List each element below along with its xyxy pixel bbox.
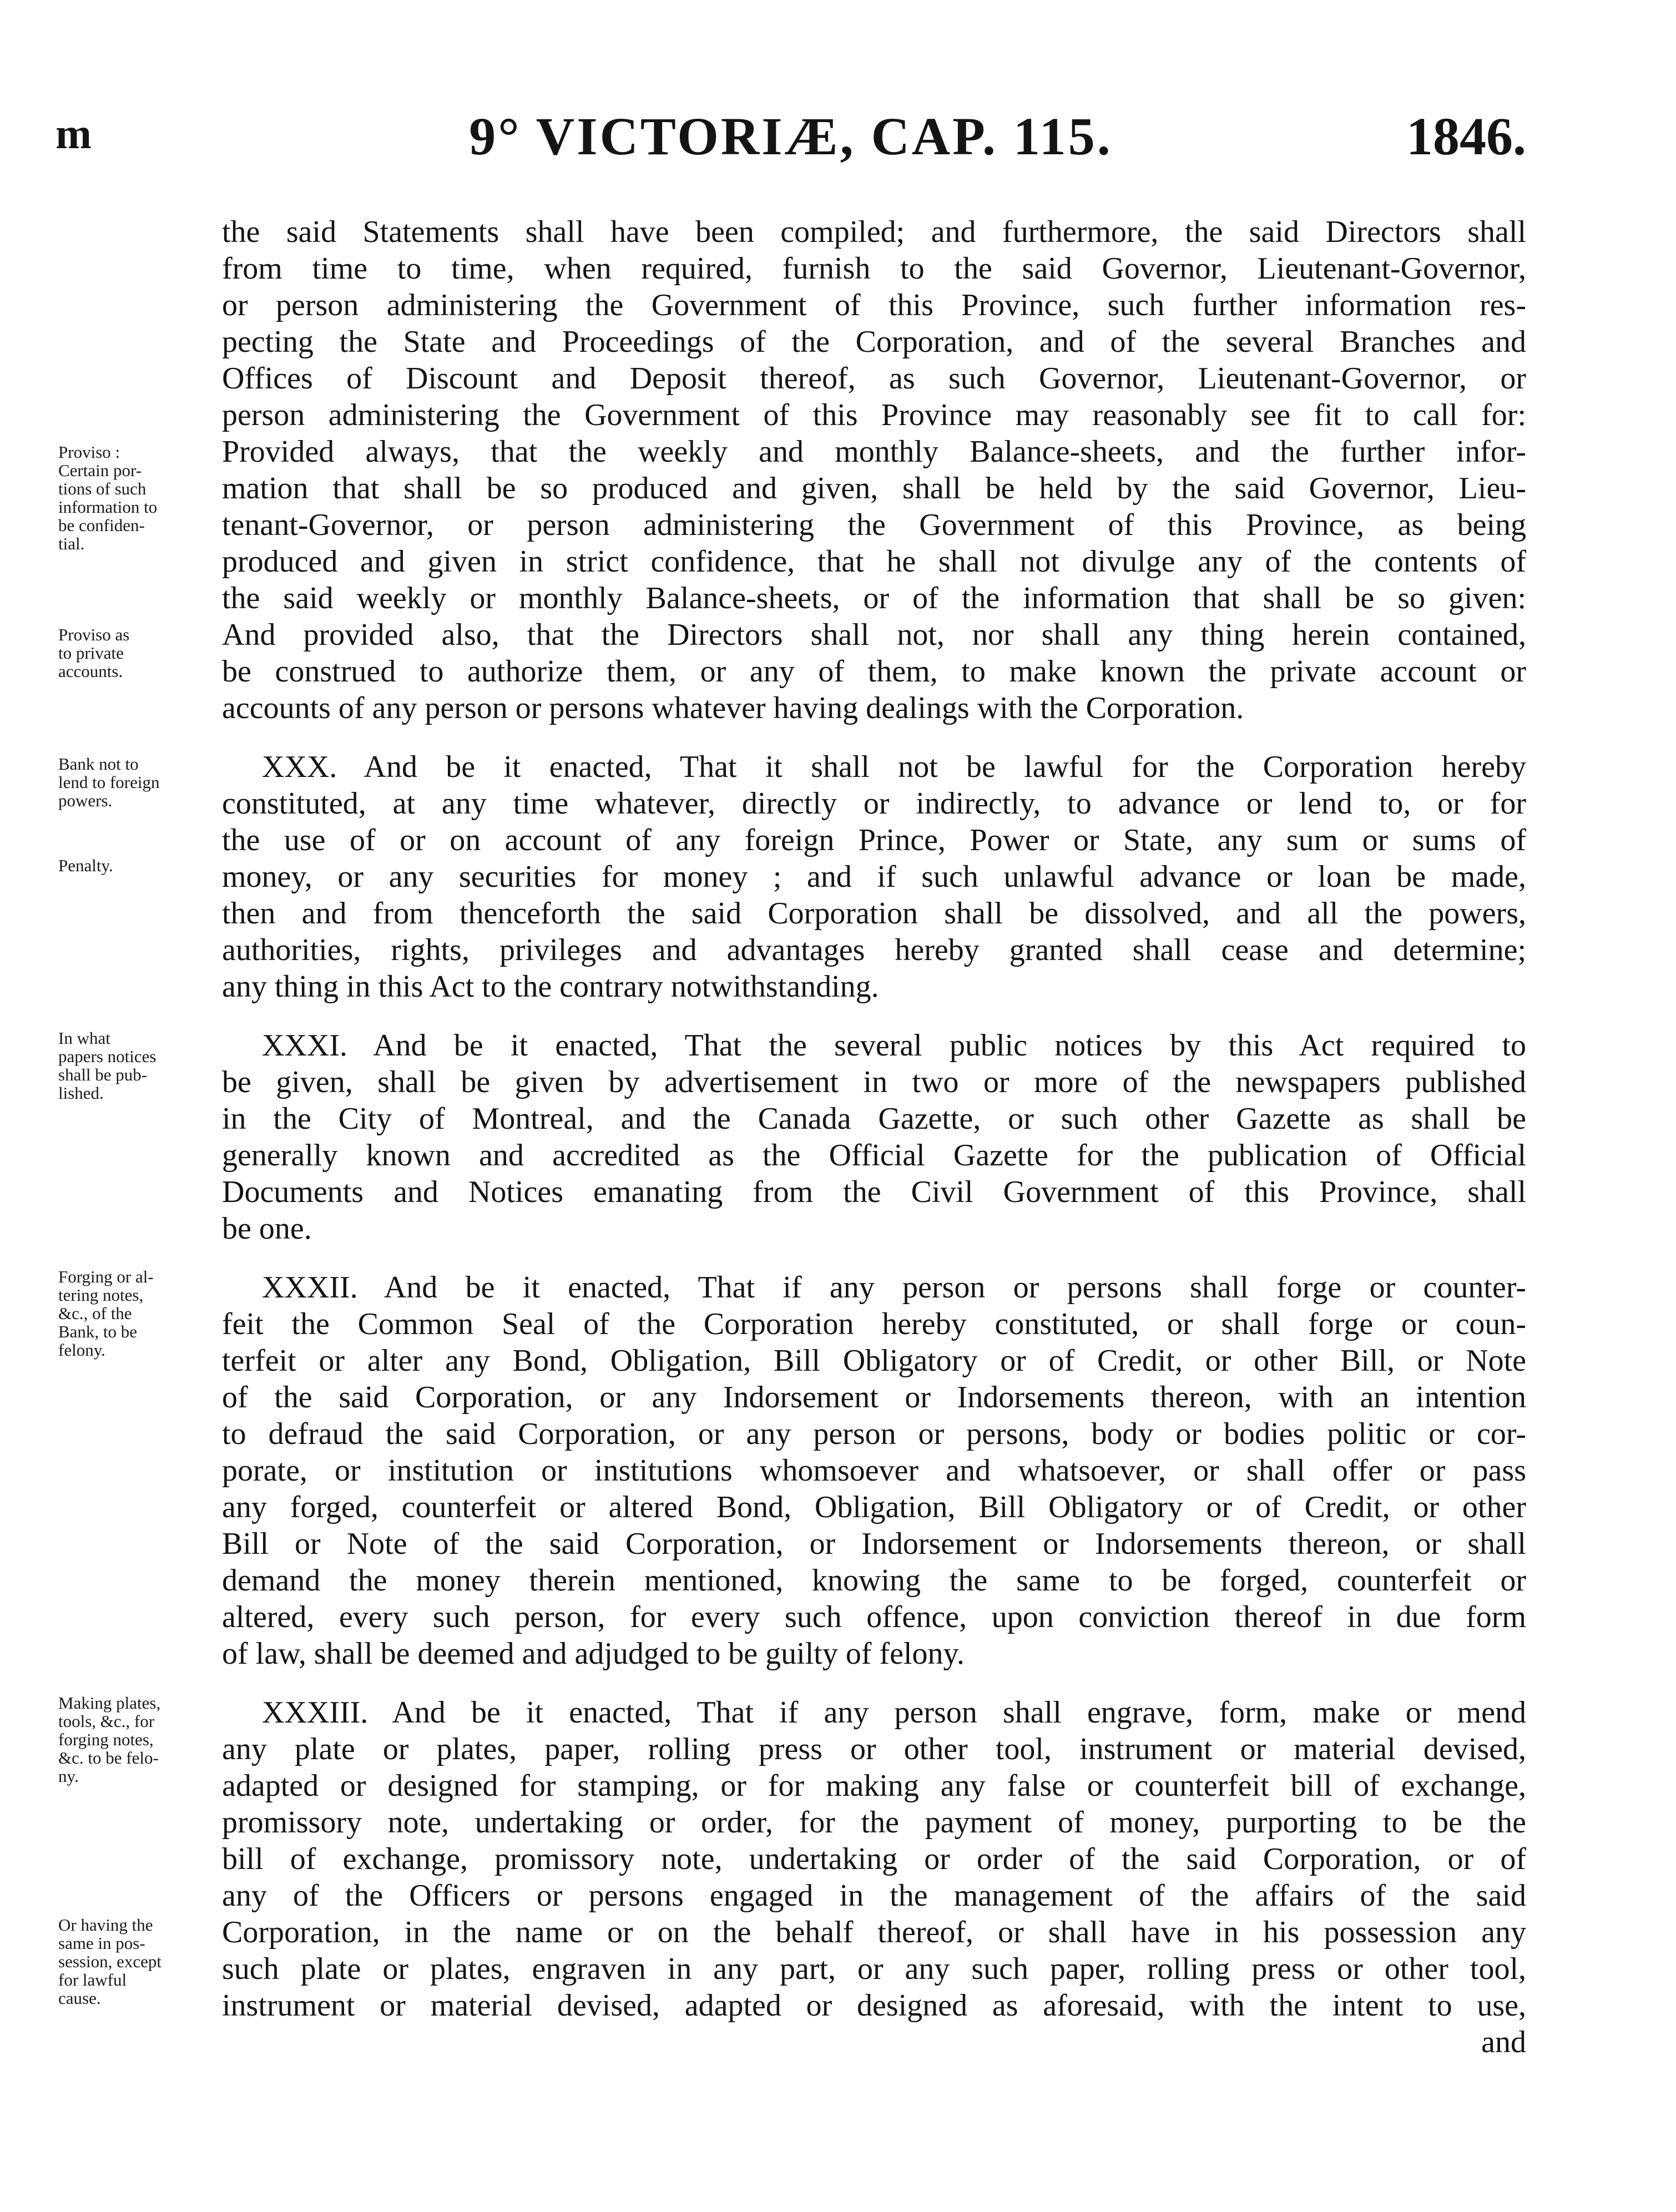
header-year: 1846. bbox=[1406, 107, 1526, 166]
margin-note-making-plates: Making plates, tools, &c., for forging notes, &c. to be felo- ny. bbox=[58, 1693, 161, 1786]
section-xxx: XXX. And be it enacted, That it shall not be lawful for the Corporation hereby constituted, at any time whatever, directly or indirectly, to advance or lend to, or for the use of or on account of any foreign Prince, Power or State, any sum or sums of money, or any securities for money ; and if such unlawful advance or loan be made, then and from thenceforth the said Corporation shall be dissolved, and all the powers, authorities, rights, privileges and advantages hereby granted shall cease and determine; any thing in this Act to the contrary notwithstanding. bbox=[222, 750, 1526, 1004]
catchword: and bbox=[1481, 2025, 1526, 2059]
margin-note-foreign-powers: Bank not to lend to foreign powers. bbox=[58, 754, 160, 810]
body-text bbox=[222, 214, 1526, 2061]
section-xxxi: XXXI. And be it enacted, That the several public notices by this Act required to be given, shall be given by advertisement in two or more of the newspapers published in the City of Montreal, and the Canada Gazette, or such other Gazette as shall be generally known and accredited as the Official Gazette for the publication of Official Documents and Notices emanating from the Civil Government of this Province, shall be one. bbox=[222, 1028, 1526, 1246]
section-xxxii: XXXII. And be it enacted, That if any person or persons shall forge or counter- feit the Common Seal of the Corporation hereby constituted, or shall forge or coun- terfeit or alter any Bond, Obligation, Bill Obligatory or of Credit, or other Bill, or Note of the said Corporation, or any Indorsement or Indorsements thereon, with an intention to defraud the said Corporation, or any person or persons, body or bodies politic or cor- porate, or institution or institutions whomsoever and whatsoever, or shall offer or pass any forged, counterfeit or altered Bond, Obligation, Bill Obligatory or of Credit, or other Bill or Note of the said Corporation, or Indorsement or Indorsements thereon, or shall demand the money therein mentioned, knowing the same to be forged, counterfeit or altered, every such person, for every such offence, upon conviction thereof in due form of law, shall be deemed and adjudged to be guilty of felony. bbox=[222, 1270, 1526, 1671]
paragraph-continuation: the said Statements shall have been compiled; and furthermore, the said Directors shall from time to time, when required, furnish to the said Governor, Lieutenant-Governor, or person administering the Government of this Province, such further information res- pecting the State and Proceedings of the Corporation, and of the several Branches and Offices of Discount and Deposit thereof, as such Governor, Lieutenant-Governor, or person administering the Government of this Province may reasonably see fit to call for: Provided always, that the weekly and monthly Balance-sheets, and the further infor- mation that shall be so produced and given, shall be held by the said Governor, Lieu- tenant-Governor, or person administering the Government of this Province, as being produced and given in strict confidence, that he shall not divulge any of the contents of the said weekly or monthly Balance-sheets, or of the information that shall be so given: And provided also, that the Directors shall not, nor shall any thing herein contained, be construed to authorize them, or any of them, to make known the private account or accounts of any person or persons whatever having dealings with the Corporation. bbox=[222, 215, 1526, 725]
margin-note-proviso-private-accounts: Proviso as to private accounts. bbox=[58, 625, 130, 681]
margin-note-proviso-confidential: Proviso : Certain por- tions of such information to be confiden- tial. bbox=[58, 442, 158, 553]
margin-note-public-notices: In what papers notices shall be pub- lished. bbox=[58, 1028, 157, 1103]
running-header bbox=[55, 105, 1526, 166]
margin-note-penalty: Penalty. bbox=[58, 856, 113, 875]
page-mark: m bbox=[55, 109, 93, 158]
section-xxxiii: XXXIII. And be it enacted, That if any person shall engrave, form, make or mend any plate or plates, paper, rolling press or other tool, instrument or material devised, adapted or designed for stamping, or for making any false or counterfeit bill of exchange, promissory note, undertaking or order, for the payment of money, purporting to be the bill of exchange, promissory note, undertaking or order of the said Corporation, or of any of the Officers or persons engaged in the management of the affairs of the said Corporation, in the name or on the behalf thereof, or shall have in his possession any such plate or plates, engraven in any part, or any such paper, rolling press or other tool, instrument or material devised, adapted or designed as aforesaid, with the intent to use, and bbox=[222, 1695, 1526, 2059]
page-title: 9° VICTORIÆ, CAP. 115. bbox=[469, 107, 1113, 166]
margin-note-forging-felony: Forging or al- tering notes, &c., of the Bank, to be felony. bbox=[58, 1267, 154, 1360]
margin-note-possession: Or having the same in pos- session, except for lawful cause. bbox=[58, 1915, 161, 2008]
